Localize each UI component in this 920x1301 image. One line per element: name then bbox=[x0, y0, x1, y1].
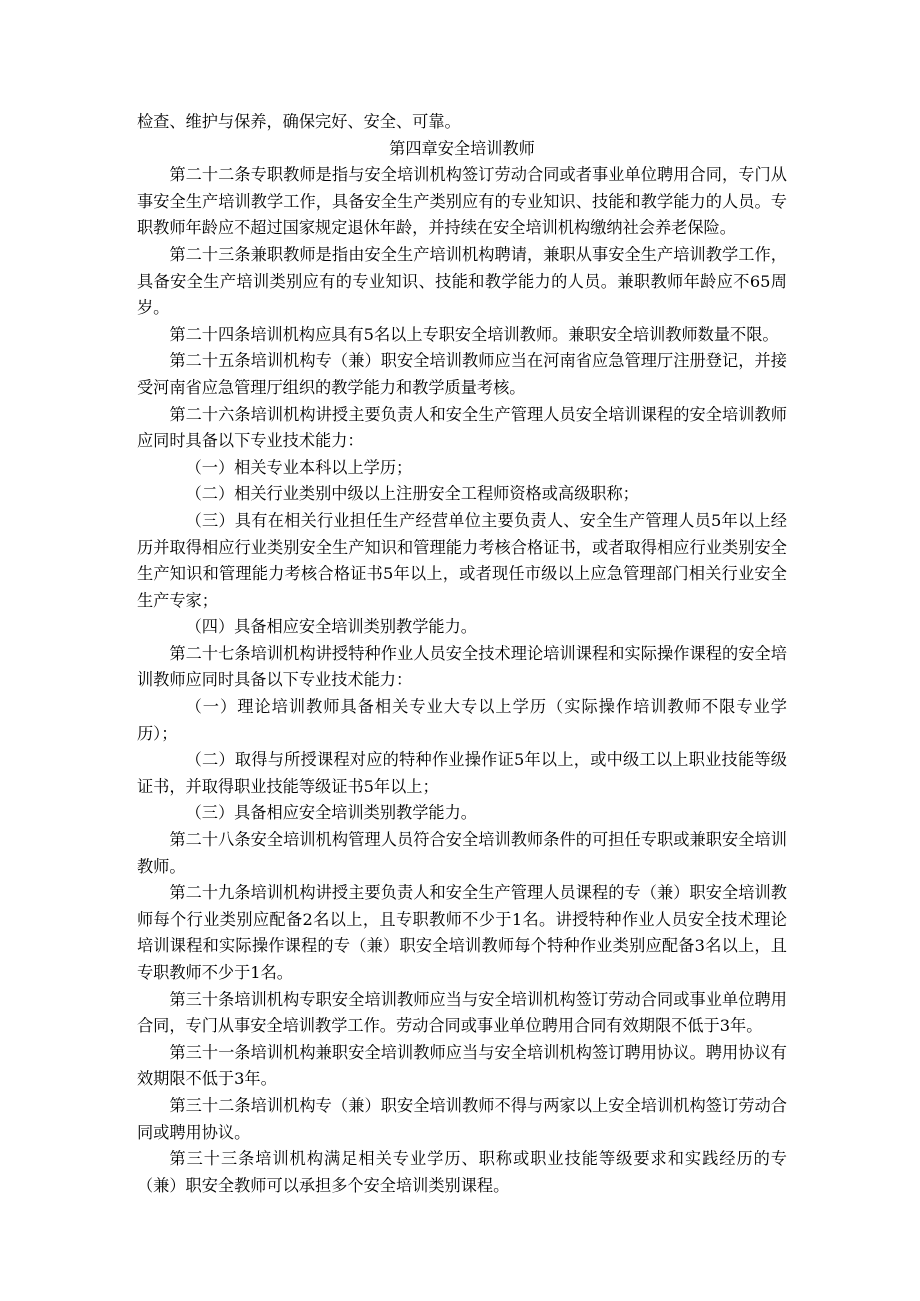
lead-line: 检查、维护与保养，确保完好、安全、可靠。 bbox=[137, 112, 461, 131]
article-23: 第二十三条兼职教师是指由安全生产培训机构聘请，兼职从事安全生产培训教学工作，具备安全生产培训类别应有的专业知识、技能和教学能力的人员。兼职教师年龄应不65周岁。 bbox=[137, 244, 787, 318]
article-26-item-1: （一）相关专业本科以上学历； bbox=[185, 457, 413, 477]
article-26-item-4: （四）具备相应安全培训类别教学能力。 bbox=[185, 617, 477, 637]
article-28: 第二十八条安全培训机构管理人员符合安全培训教师条件的可担任专职或兼职安全培训教师。 bbox=[137, 830, 787, 876]
article-32: 第三十二条培训机构专（兼）职安全培训教师不得与两家以上安全培训机构签订劳动合同或聘用协议。 bbox=[137, 1095, 787, 1142]
article-30: 第三十条培训机构专职安全培训教师应当与安全培训机构签订劳动合同或事业单位聘用合同，专门从事安全培训教学工作。劳动合同或事业单位聘用合同有效期限不低于3年。 bbox=[137, 989, 787, 1036]
article-33: 第三十三条培训机构满足相关专业学历、职称或职业技能等级要求和实践经历的专（兼）职安全教师可以承担多个安全培训类别课程。 bbox=[137, 1149, 787, 1195]
chapter-title: 第四章安全培训教师 bbox=[389, 138, 535, 158]
article-31: 第三十一条培训机构兼职安全培训教师应当与安全培训机构签订聘用协议。聘用协议有效期限不低于3年。 bbox=[137, 1042, 787, 1089]
article-25: 第二十五条培训机构专（兼）职安全培训教师应当在河南省应急管理厅注册登记，并接受河南省应急管理厅组织的教学能力和教学质量考核。 bbox=[137, 351, 787, 397]
article-27: 第二十七条培训机构讲授特种作业人员安全技术理论培训课程和实际操作课程的安全培训教师应同时具备以下专业技术能力： bbox=[137, 643, 787, 690]
article-27-item-2: （二）取得与所授课程对应的特种作业操作证5年以上，或中级工以上职业技能等级证书，并取得职业技能等级证书5年以上； bbox=[137, 750, 787, 796]
article-24: 第二十四条培训机构应具有5名以上专职安全培训教师。兼职安全培训教师数量不限。 bbox=[169, 324, 779, 344]
article-22: 第二十二条专职教师是指与安全培训机构签订劳动合同或者事业单位聘用合同，专门从事安全生产培训教学工作，具备安全生产类别应有的专业知识、技能和教学能力的人员。专职教师年龄应不超过国家规定退休年龄，并持续在安全培训机构缴纳社会养老保险。 bbox=[137, 165, 787, 238]
article-26-item-2: （二）相关行业类别中级以上注册安全工程师资格或高级职称； bbox=[185, 484, 639, 504]
document-page bbox=[137, 109, 787, 1199]
article-27-item-1: （一）理论培训教师具备相关专业大专以上学历（实际操作培训教师不限专业学历）； bbox=[137, 697, 787, 743]
article-27-item-3: （三）具备相应安全培训类别教学能力。 bbox=[185, 803, 477, 823]
article-26: 第二十六条培训机构讲授主要负责人和安全生产管理人员安全培训课程的安全培训教师应同时具备以下专业技术能力： bbox=[137, 404, 787, 451]
article-29: 第二十九条培训机构讲授主要负责人和安全生产管理人员课程的专（兼）职安全培训教师每个行业类别应配备2名以上，且专职教师不少于1名。讲授特种作业人员安全技术理论培训课程和实际操作课程的专（兼）职安全培训教师每个特种作业类别应配备3名以上，且专职教师不少于1名。 bbox=[137, 883, 787, 982]
article-26-item-3: （三）具有在相关行业担任生产经营单位主要负责人、安全生产管理人员5年以上经历并取得相应行业类别安全生产知识和管理能力考核合格证书，或者取得相应行业类别安全生产知识和管理能力考核合格证书5年以上，或者现任市级以上应急管理部门相关行业安全生产专家； bbox=[137, 510, 787, 610]
